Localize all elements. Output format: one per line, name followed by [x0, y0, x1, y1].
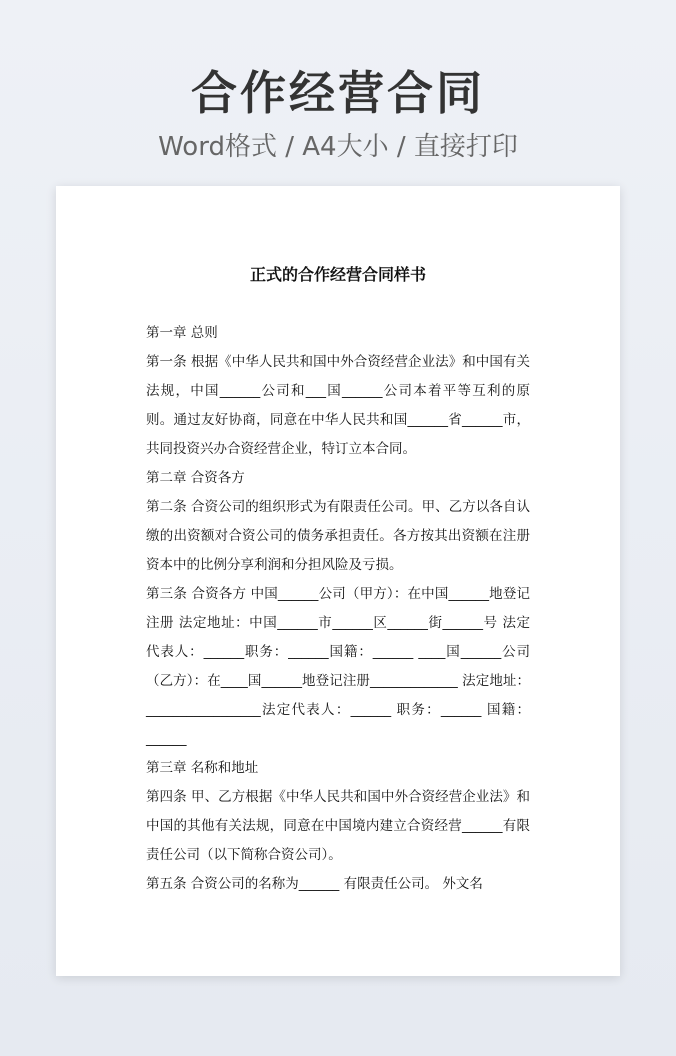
document-page [56, 186, 620, 976]
banner [0, 60, 676, 164]
banner-title: 合作经营合同 [191, 66, 485, 120]
chapter-heading: 第一章 总则 [146, 325, 218, 341]
document-body [146, 319, 530, 899]
chapter-heading: 第二章 合资各方 [146, 470, 245, 486]
document-title: 正式的合作经营合同样书 [249, 265, 426, 284]
chapter-heading: 第三章 名称和地址 [146, 760, 259, 776]
banner-subtitle: Word格式 / A4大小 / 直接打印 [158, 132, 518, 162]
article-paragraph: 第一条 根据《中华人民共和国中外合资经营企业法》和中国有关法规，中国______公司和___国______公司本着平等互利的原则。通过友好协商，同意在中华人民共和国______省______市，共同投资兴办合资经营企业，特订立本合同。 [146, 354, 530, 457]
article-paragraph: 第二条 合资公司的组织形式为有限责任公司。甲、乙方以各自认缴的出资额对合资公司的债务承担责任。各方按其出资额在注册资本中的比例分享利润和分担风险及亏损。 [146, 499, 530, 573]
article-paragraph: 第三条 合资各方 中国______公司（甲方）：在中国______地登记注册 法定地址：中国______市______区______街______号 法定代表人：______职务：______国籍：______ ____国______公司（乙方）：在____国______地登记注册_____________ 法定地址：_________________法定代表人：______ 职务：______ 国籍：______ [146, 586, 530, 747]
article-paragraph: 第四条 甲、乙方根据《中华人民共和国中外合资经营企业法》和中国的其他有关法规，同意在中国境内建立合资经营______有限责任公司（以下简称合资公司）。 [146, 789, 530, 863]
article-paragraph: 第五条 合资公司的名称为______ 有限责任公司。 外文名 [146, 876, 483, 892]
